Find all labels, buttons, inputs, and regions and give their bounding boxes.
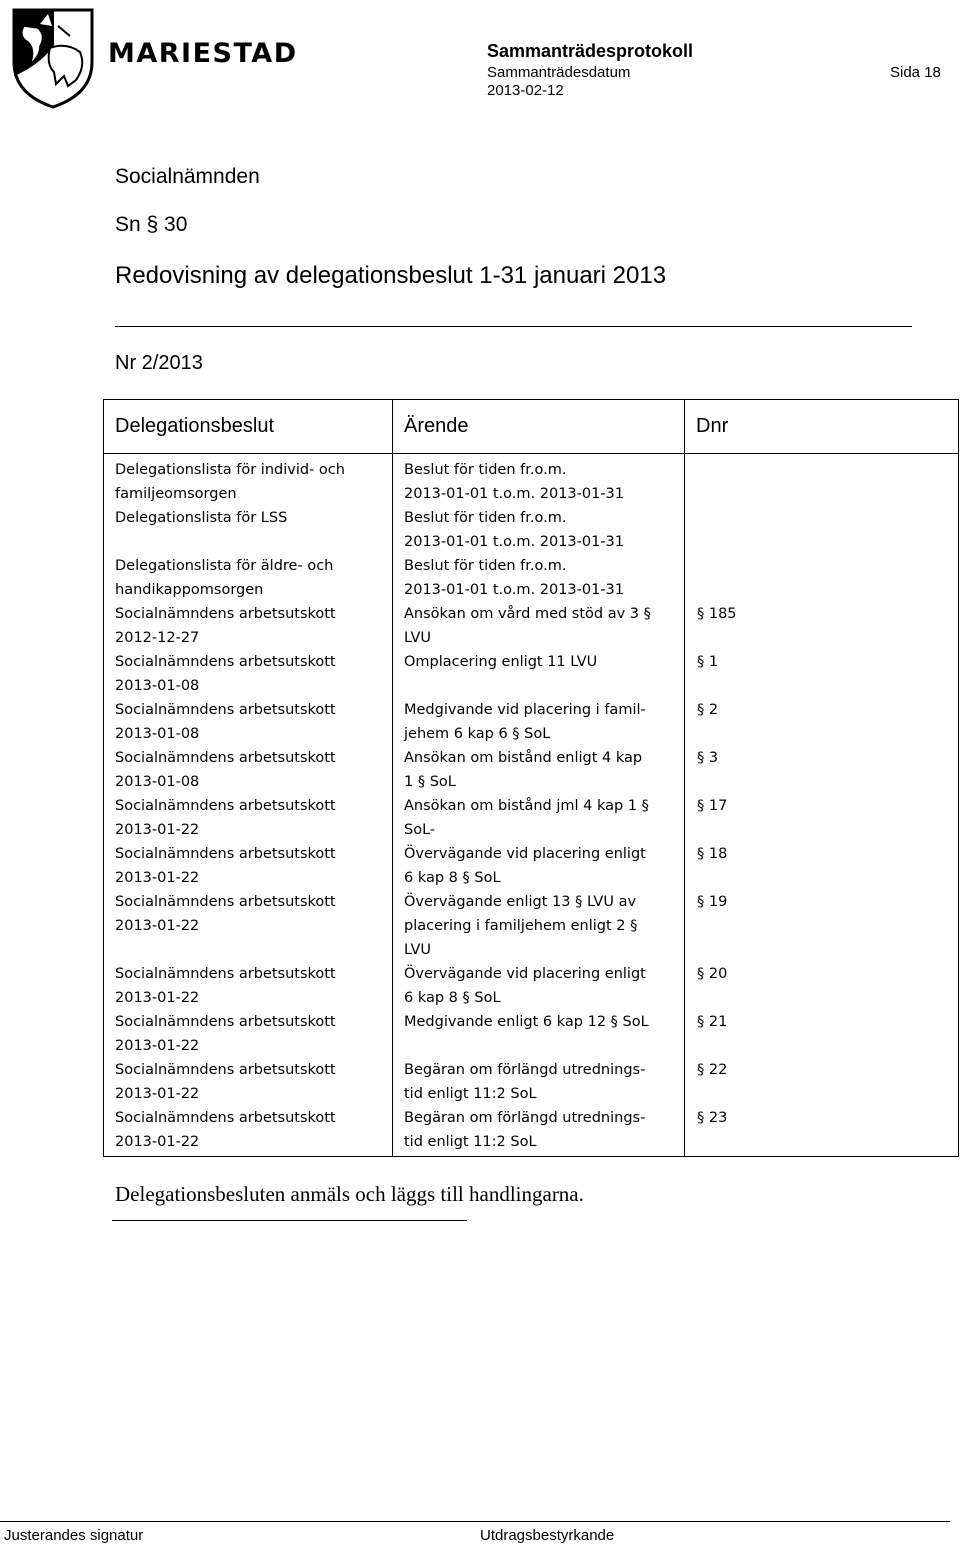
brand-name: MARIESTAD xyxy=(108,38,298,69)
arende-cell: Ansökan om vård med stöd av 3 § LVU xyxy=(404,606,651,646)
dnr-cell: § 23 xyxy=(697,1110,728,1126)
protocol-title: Sammanträdesprotokoll xyxy=(487,41,694,61)
beslut-cell: Socialnämndens arbetsutskott 2013-01-22 xyxy=(115,798,336,838)
table-row xyxy=(104,650,959,698)
arende-cell: Beslut för tiden fr.o.m. 2013-01-01 t.o.m. 2013-01-31 xyxy=(404,558,625,598)
delegation-table xyxy=(103,399,959,1157)
arende-cell: Beslut för tiden fr.o.m. 2013-01-01 t.o.m. 2013-01-31 xyxy=(404,510,625,550)
table-row xyxy=(104,698,959,746)
table-row xyxy=(104,1058,959,1106)
table-row xyxy=(104,554,959,602)
column-header-delegationsbeslut: Delegationsbeslut xyxy=(104,400,393,454)
table-header-row xyxy=(104,400,959,454)
case-number: Sn § 30 xyxy=(115,213,188,236)
beslut-cell: Socialnämndens arbetsutskott 2012-12-27 xyxy=(115,606,336,646)
beslut-cell: Delegationslista för individ- och familjeomsorgen xyxy=(115,462,345,502)
table-row xyxy=(104,1106,959,1157)
arende-cell: Övervägande vid placering enligt 6 kap 8 § SoL xyxy=(404,846,646,886)
table-row xyxy=(104,746,959,794)
committee-name: Socialnämnden xyxy=(115,165,260,188)
arende-cell: Begäran om förlängd utrednings- tid enligt 11:2 SoL xyxy=(404,1062,646,1102)
beslut-cell: Socialnämndens arbetsutskott 2013-01-08 xyxy=(115,702,336,742)
beslut-cell: Socialnämndens arbetsutskott 2013-01-22 xyxy=(115,1014,336,1054)
column-header-arende: Ärende xyxy=(393,400,685,454)
table-row xyxy=(104,890,959,962)
extract-label: Utdragsbestyrkande xyxy=(480,1527,615,1544)
dnr-cell: § 20 xyxy=(697,966,728,982)
beslut-cell: Socialnämndens arbetsutskott 2013-01-08 xyxy=(115,654,336,694)
dnr-cell: § 3 xyxy=(697,750,719,766)
table-row xyxy=(104,602,959,650)
beslut-cell: Socialnämndens arbetsutskott 2013-01-22 xyxy=(115,846,336,886)
beslut-cell: Socialnämndens arbetsutskott 2013-01-22 xyxy=(115,894,336,934)
coat-of-arms-icon xyxy=(10,6,96,110)
arende-cell: Övervägande vid placering enligt 6 kap 8 § SoL xyxy=(404,966,646,1006)
dnr-cell: § 19 xyxy=(697,894,728,910)
footer-divider xyxy=(0,1521,950,1522)
dnr-cell: § 18 xyxy=(697,846,728,862)
signature-label: Justerandes signatur xyxy=(4,1527,144,1544)
page-title: Redovisning av delegationsbeslut 1-31 januari 2013 xyxy=(115,262,667,289)
column-header-dnr: Dnr xyxy=(685,400,959,454)
arende-cell: Beslut för tiden fr.o.m. 2013-01-01 t.o.m. 2013-01-31 xyxy=(404,462,625,502)
conclusion-text: Delegationsbesluten anmäls och läggs till handlingarna. xyxy=(115,1182,584,1206)
table-row xyxy=(104,794,959,842)
beslut-cell: Delegationslista för LSS xyxy=(115,510,288,526)
beslut-cell: Delegationslista för äldre- och handikappomsorgen xyxy=(115,558,334,598)
report-number: Nr 2/2013 xyxy=(115,352,203,374)
arende-cell: Medgivande enligt 6 kap 12 § SoL xyxy=(404,1014,649,1030)
arende-cell: Övervägande enligt 13 § LVU av placering i familjehem enligt 2 § LVU xyxy=(404,894,638,958)
beslut-cell: Socialnämndens arbetsutskott 2013-01-22 xyxy=(115,966,336,1006)
table-row xyxy=(104,506,959,554)
table-row xyxy=(104,1010,959,1058)
arende-cell: Ansökan om bistånd enligt 4 kap 1 § SoL xyxy=(404,750,643,790)
table-row xyxy=(104,962,959,1010)
dnr-cell: § 2 xyxy=(697,702,719,718)
arende-cell: Medgivande vid placering i famil- jehem 6 kap 6 § SoL xyxy=(404,702,646,742)
meeting-date: 2013-02-12 xyxy=(487,82,564,99)
arende-cell: Omplacering enligt 11 LVU xyxy=(404,654,598,670)
dnr-cell: § 21 xyxy=(697,1014,728,1030)
dnr-cell: § 22 xyxy=(697,1062,728,1078)
divider xyxy=(112,1220,467,1221)
dnr-cell: § 1 xyxy=(697,654,719,670)
beslut-cell: Socialnämndens arbetsutskott 2013-01-22 xyxy=(115,1062,336,1102)
dnr-cell: § 185 xyxy=(697,606,737,622)
beslut-cell: Socialnämndens arbetsutskott 2013-01-22 xyxy=(115,1110,336,1150)
arende-cell: Begäran om förlängd utrednings- tid enligt 11:2 SoL xyxy=(404,1110,646,1150)
meeting-date-label: Sammanträdesdatum xyxy=(487,64,631,81)
table-row xyxy=(104,454,959,507)
arende-cell: Ansökan om bistånd jml 4 kap 1 § SoL- xyxy=(404,798,649,838)
divider xyxy=(115,326,912,327)
beslut-cell: Socialnämndens arbetsutskott 2013-01-08 xyxy=(115,750,336,790)
table-row xyxy=(104,842,959,890)
dnr-cell: § 17 xyxy=(697,798,728,814)
page-number: Sida 18 xyxy=(890,64,941,81)
